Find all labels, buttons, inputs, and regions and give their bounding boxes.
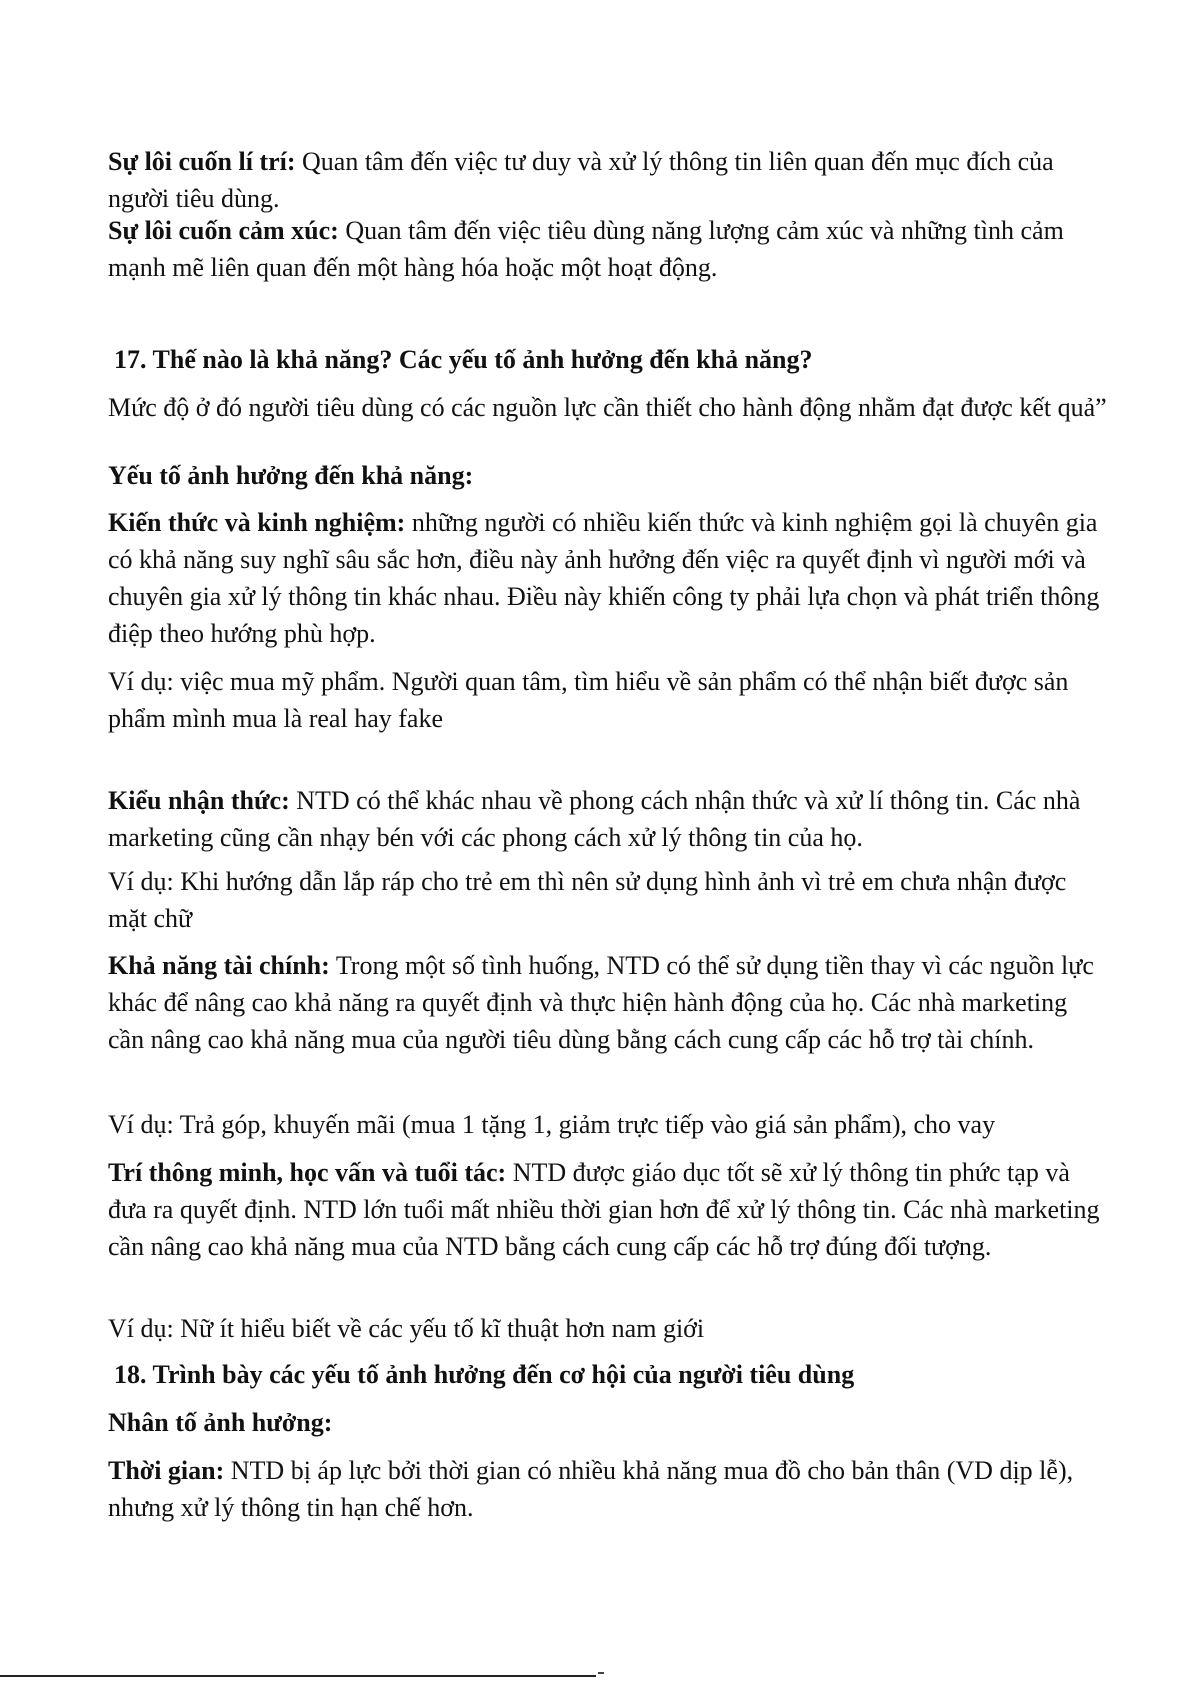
emotional-appeal-lead: Sự lôi cuốn cảm xúc: bbox=[108, 216, 339, 245]
time-text: NTD bị áp lực bởi thời gian có nhiều khả năng mua đồ cho bản thân (VD dịp lễ), nhưng xử lý thông tin hạn chế hơn. bbox=[108, 1456, 1074, 1522]
knowledge-paragraph bbox=[108, 504, 1108, 652]
rational-appeal-paragraph bbox=[108, 143, 1108, 217]
footer-divider-mark bbox=[598, 1672, 604, 1674]
emotional-appeal-paragraph bbox=[108, 212, 1108, 286]
intelligence-lead: Trí thông minh, học vấn và tuổi tác: bbox=[108, 1158, 507, 1187]
time-paragraph bbox=[108, 1452, 1108, 1526]
intelligence-example: Ví dụ: Nữ ít hiểu biết về các yếu tố kĩ thuật hơn nam giới bbox=[108, 1314, 705, 1343]
rational-appeal-lead: Sự lôi cuốn lí trí: bbox=[108, 147, 296, 176]
q17-heading: 17. Thế nào là khả năng? Các yếu tố ảnh hưởng đến khả năng? bbox=[114, 345, 813, 374]
financial-text: Trong một số tình huống, NTD có thể sử dụng tiền thay vì các nguồn lực khác để nâng cao khả năng ra quyết định và thực hiện hành động của họ. Các nhà marketing cần nâng cao khả năng mua của người tiêu dùng bằng cách cung cấp các hỗ trợ tài chính. bbox=[108, 951, 1094, 1054]
intelligence-paragraph bbox=[108, 1154, 1108, 1265]
cognitive-paragraph bbox=[108, 782, 1108, 856]
intelligence-text: NTD được giáo dục tốt sẽ xử lý thông tin phức tạp và đưa ra quyết định. NTD lớn tuổi mất nhiều thời gian hơn để xử lý thông tin. Các nhà marketing cần nâng cao khả năng mua của NTD bằng cách cung cấp các hỗ trợ đúng đối tượng. bbox=[108, 1158, 1100, 1261]
knowledge-example: Ví dụ: việc mua mỹ phẩm. Người quan tâm, tìm hiểu về sản phẩm có thể nhận biết được sản phẩm mình mua là real hay fake bbox=[108, 667, 1069, 733]
q18-heading: 18. Trình bày các yếu tố ảnh hưởng đến cơ hội của người tiêu dùng bbox=[114, 1360, 855, 1389]
ability-factors-heading: Yếu tố ảnh hưởng đến khả năng: bbox=[108, 461, 474, 490]
emotional-appeal-text: Quan tâm đến việc tiêu dùng năng lượng cảm xúc và những tình cảm mạnh mẽ liên quan đến một hàng hóa hoặc một hoạt động. bbox=[108, 216, 1064, 282]
time-lead: Thời gian: bbox=[108, 1456, 225, 1485]
cognitive-example: Ví dụ: Khi hướng dẫn lắp ráp cho trẻ em thì nên sử dụng hình ảnh vì trẻ em chưa nhận được mặt chữ bbox=[108, 867, 1067, 933]
knowledge-lead: Kiến thức và kinh nghiệm: bbox=[108, 508, 406, 537]
ability-definition: Mức độ ở đó người tiêu dùng có các nguồn lực cần thiết cho hành động nhằm đạt được kết quả” bbox=[108, 393, 1107, 422]
financial-example: Ví dụ: Trả góp, khuyến mãi (mua 1 tặng 1, giảm trực tiếp vào giá sản phẩm), cho vay bbox=[108, 1110, 996, 1139]
cognitive-lead: Kiểu nhận thức: bbox=[108, 786, 290, 815]
financial-paragraph bbox=[108, 947, 1108, 1058]
opportunity-factors-heading: Nhân tố ảnh hưởng: bbox=[108, 1408, 333, 1437]
footer-divider bbox=[0, 1675, 596, 1677]
cognitive-text: NTD có thể khác nhau về phong cách nhận thức và xử lí thông tin. Các nhà marketing cũng cần nhạy bén với các phong cách xử lý thông tin của họ. bbox=[108, 786, 1081, 852]
knowledge-text: những người có nhiều kiến thức và kinh nghiệm gọi là chuyên gia có khả năng suy nghĩ sâu sắc hơn, điều này ảnh hưởng đến việc ra quyết định vì người mới và chuyên gia xử lý thông tin khác nhau. Điều này khiến công ty phải lựa chọn và phát triển thông điệp theo hướng phù hợp. bbox=[108, 508, 1100, 648]
rational-appeal-text: Quan tâm đến việc tư duy và xử lý thông tin liên quan đến mục đích của người tiêu dùng. bbox=[108, 147, 1054, 213]
financial-lead: Khả năng tài chính: bbox=[108, 951, 330, 980]
